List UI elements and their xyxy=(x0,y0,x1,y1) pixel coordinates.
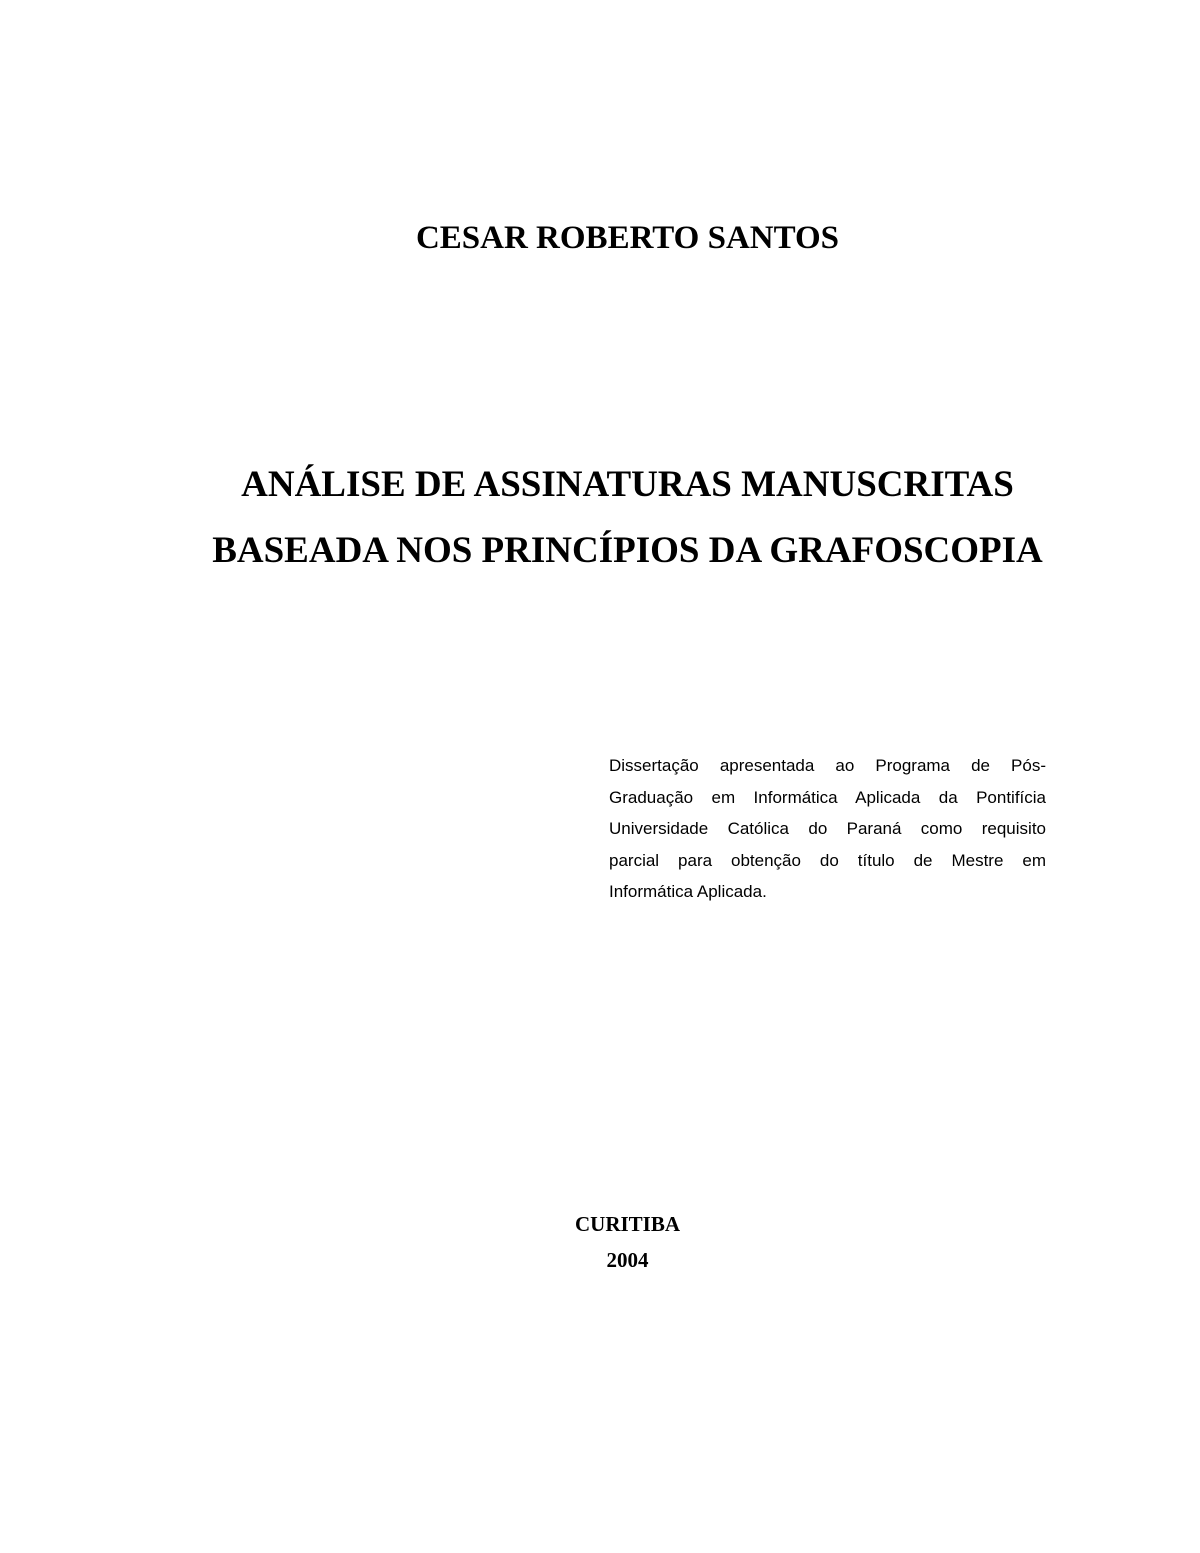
city-label: CURITIBA xyxy=(574,1212,681,1236)
year-label: 2004 xyxy=(606,1248,649,1272)
footer xyxy=(0,1206,1200,1278)
dissertation-title xyxy=(0,452,1200,584)
description-line-4: parcial para obtenção do título de Mestre em xyxy=(609,850,1046,870)
description-line-1: Dissertação apresentada ao Programa de Pós- xyxy=(609,756,1046,775)
title-line-1: ANÁLISE DE ASSINATURAS MANUSCRITAS xyxy=(241,464,1014,505)
author-name: CESAR ROBERTO SANTOS xyxy=(415,220,840,256)
dissertation-description xyxy=(609,750,1046,908)
description-line-2: Graduação em Informática Aplicada da Pontifícia xyxy=(609,787,1046,807)
description-line-3: Universidade Católica do Paraná como requisito xyxy=(609,819,1046,838)
description-line-5: Informática Aplicada. xyxy=(609,882,767,901)
title-line-2: BASEADA NOS PRINCÍPIOS DA GRAFOSCOPIA xyxy=(212,530,1043,571)
